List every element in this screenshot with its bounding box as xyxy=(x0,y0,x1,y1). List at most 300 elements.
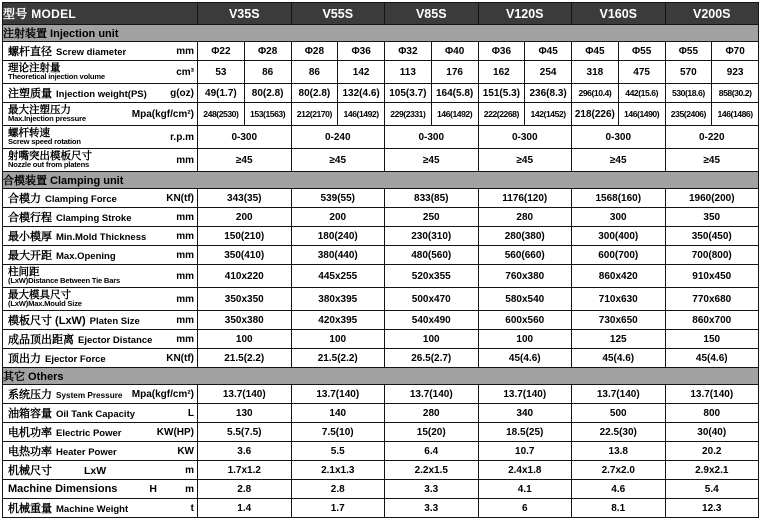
spec-label-cell xyxy=(3,404,198,423)
spec-value: ≥45 xyxy=(291,149,385,172)
spec-label-cell xyxy=(3,385,198,404)
spec-label-cn: 系统压力 xyxy=(8,389,52,401)
spec-value: 150(210) xyxy=(198,227,292,246)
section-row xyxy=(3,172,759,189)
spec-value: ≥45 xyxy=(572,149,666,172)
spec-label-cell xyxy=(3,126,198,149)
spec-value: 100 xyxy=(385,330,479,349)
spec-value: 8.1 xyxy=(572,499,666,518)
model-header-v120s: V120S xyxy=(478,3,572,25)
spec-value: 1.7 xyxy=(291,499,385,518)
spec-value: 380x395 xyxy=(291,288,385,311)
spec-label-en: Oil Tank Capacity xyxy=(56,409,136,420)
model-column-label: 型号 MODEL xyxy=(3,3,198,25)
spec-value: 7.5(10) xyxy=(291,423,385,442)
spec-value: Φ45 xyxy=(525,42,572,61)
spec-label xyxy=(3,151,197,169)
spec-label xyxy=(3,500,197,516)
spec-value: 860x700 xyxy=(665,311,759,330)
spec-row xyxy=(3,288,759,311)
spec-value: 212(2170) xyxy=(291,103,338,126)
spec-label-en: Max.Injection pressure xyxy=(8,114,86,123)
spec-value: 350(410) xyxy=(198,246,292,265)
spec-row xyxy=(3,385,759,404)
spec-label-en: Platen Size xyxy=(89,316,140,327)
spec-label-text xyxy=(8,405,135,421)
spec-unit: mm xyxy=(176,45,194,57)
spec-value: Φ70 xyxy=(712,42,759,61)
spec-value: 760x380 xyxy=(478,265,572,288)
spec-value: 1.4 xyxy=(198,499,292,518)
spec-label xyxy=(3,386,197,402)
spec-value: ≥45 xyxy=(478,149,572,172)
spec-value: 2.8 xyxy=(198,480,292,499)
spec-value: 6.4 xyxy=(385,442,479,461)
spec-unit: mm xyxy=(176,314,194,326)
spec-value: 86 xyxy=(291,61,338,84)
spec-label-en: LxW xyxy=(84,465,107,477)
spec-label xyxy=(3,190,197,206)
spec-value: 475 xyxy=(618,61,665,84)
spec-value: 21.5(2.2) xyxy=(198,349,292,368)
spec-label-cell xyxy=(3,149,198,172)
spec-value: 800 xyxy=(665,404,759,423)
spec-value: Φ28 xyxy=(291,42,338,61)
model-header-v35s: V35S xyxy=(198,3,292,25)
spec-value: 2.8 xyxy=(291,480,385,499)
spec-label-text xyxy=(8,290,82,308)
spec-value: 420x395 xyxy=(291,311,385,330)
spec-label-en: (LxW)Distance Between Tie Bars xyxy=(8,276,121,285)
spec-value: 4.6 xyxy=(572,480,666,499)
spec-value: 2.2x1.5 xyxy=(385,461,479,480)
spec-label-cn: 最大模具尺寸 xyxy=(8,289,71,301)
spec-value: Φ55 xyxy=(618,42,665,61)
spec-value: 318 xyxy=(572,61,619,84)
spec-value: 53 xyxy=(198,61,245,84)
spec-value: 200 xyxy=(198,208,292,227)
model-header-v160s: V160S xyxy=(572,3,666,25)
spec-value: 570 xyxy=(665,61,712,84)
spec-label-text xyxy=(8,483,157,495)
spec-label-text xyxy=(8,128,81,146)
spec-unit: r.p.m xyxy=(170,131,194,143)
spec-label-cn: 合模力 xyxy=(8,193,41,205)
spec-value: 5.5(7.5) xyxy=(198,423,292,442)
spec-value: 1568(160) xyxy=(572,189,666,208)
spec-label-cn: 螺杆直径 xyxy=(8,46,52,58)
spec-value: 113 xyxy=(385,61,432,84)
spec-value: 164(5.8) xyxy=(431,84,478,103)
spec-value: 858(30.2) xyxy=(712,84,759,103)
spec-label xyxy=(3,105,197,123)
spec-value: 2.7x2.0 xyxy=(572,461,666,480)
spec-value: 500x470 xyxy=(385,288,479,311)
spec-label xyxy=(3,43,197,59)
spec-label-text xyxy=(8,443,117,459)
section-row xyxy=(3,25,759,42)
spec-value: 150 xyxy=(665,330,759,349)
spec-label-cn: 电机功率 xyxy=(8,427,52,439)
spec-row xyxy=(3,42,759,61)
spec-label-en: Max.Opening xyxy=(56,251,116,262)
spec-unit: mm xyxy=(176,211,194,223)
spec-value: 222(2268) xyxy=(478,103,525,126)
spec-label-cn: 柱间距 xyxy=(8,266,40,278)
spec-row xyxy=(3,423,759,442)
spec-value: 80(2.8) xyxy=(244,84,291,103)
spec-unit: m xyxy=(185,464,194,476)
spec-value: 254 xyxy=(525,61,572,84)
spec-value: 560(660) xyxy=(478,246,572,265)
spec-row xyxy=(3,404,759,423)
spec-unit: mm xyxy=(176,293,194,305)
spec-label-cn: Machine Dimensions xyxy=(8,483,118,495)
model-header-row xyxy=(3,3,759,25)
spec-label-text xyxy=(8,312,140,328)
spec-value: 22.5(30) xyxy=(572,423,666,442)
spec-value: Φ28 xyxy=(244,42,291,61)
spec-label-cn: 成品顶出距离 xyxy=(8,334,74,346)
spec-value: Φ45 xyxy=(572,42,619,61)
spec-row xyxy=(3,330,759,349)
spec-row xyxy=(3,442,759,461)
spec-label xyxy=(3,247,197,263)
spec-value: 80(2.8) xyxy=(291,84,338,103)
section-title: 合模装置 Clamping unit xyxy=(3,172,759,189)
spec-label xyxy=(3,312,197,328)
spec-value: 280 xyxy=(478,208,572,227)
spec-label-cn: 注塑质量 xyxy=(8,88,52,100)
spec-row xyxy=(3,311,759,330)
spec-label-cn: 最大注塑压力 xyxy=(8,104,71,116)
spec-value: 146(1492) xyxy=(338,103,385,126)
spec-label-en: Screw speed rotation xyxy=(8,137,81,146)
spec-value: 105(3.7) xyxy=(385,84,432,103)
spec-unit: mm xyxy=(176,333,194,345)
spec-value: 132(4.6) xyxy=(338,84,385,103)
spec-label-text xyxy=(8,331,152,347)
spec-value: 530(18.6) xyxy=(665,84,712,103)
spec-label xyxy=(3,228,197,244)
spec-value: 86 xyxy=(244,61,291,84)
spec-label-cn: 机械重量 xyxy=(8,503,52,515)
spec-row xyxy=(3,499,759,518)
spec-value: 248(2530) xyxy=(198,103,245,126)
spec-value: 151(5.3) xyxy=(478,84,525,103)
spec-value: 520x355 xyxy=(385,265,479,288)
spec-label-en: Theoretical injection volume xyxy=(8,72,105,81)
spec-label-cell xyxy=(3,84,198,103)
spec-value: Φ36 xyxy=(338,42,385,61)
spec-label xyxy=(3,424,197,440)
spec-value: 0-300 xyxy=(385,126,479,149)
model-header-v85s: V85S xyxy=(385,3,479,25)
spec-row xyxy=(3,84,759,103)
spec-value: 13.7(140) xyxy=(665,385,759,404)
spec-value: 1960(200) xyxy=(665,189,759,208)
spec-label-cn: 电热功率 xyxy=(8,446,52,458)
spec-label-cell xyxy=(3,42,198,61)
spec-label xyxy=(3,331,197,347)
spec-unit: L xyxy=(187,407,194,419)
spec-value: 1176(120) xyxy=(478,189,572,208)
spec-value: 236(8.3) xyxy=(525,84,572,103)
spec-value: 6 xyxy=(478,499,572,518)
spec-unit: KN(tf) xyxy=(166,192,194,204)
spec-value: 30(40) xyxy=(665,423,759,442)
spec-value: 923 xyxy=(712,61,759,84)
spec-value: 280(380) xyxy=(478,227,572,246)
spec-value: 0-300 xyxy=(198,126,292,149)
spec-label-cell xyxy=(3,442,198,461)
spec-label xyxy=(3,443,197,459)
spec-label-cell xyxy=(3,499,198,518)
spec-label-en: (LxW)Max.Mould Size xyxy=(8,299,82,308)
spec-label-en: Clamping Stroke xyxy=(56,213,132,224)
spec-value: 230(310) xyxy=(385,227,479,246)
spec-value: 142 xyxy=(338,61,385,84)
spec-unit: t xyxy=(190,502,194,514)
spec-value: Φ22 xyxy=(198,42,245,61)
spec-unit: KW xyxy=(177,445,194,457)
spec-value: 0-300 xyxy=(478,126,572,149)
spec-value: Φ55 xyxy=(665,42,712,61)
spec-label xyxy=(3,350,197,366)
spec-label-cell xyxy=(3,349,198,368)
spec-label-cell xyxy=(3,103,198,126)
spec-label-cell xyxy=(3,189,198,208)
spec-value: 860x420 xyxy=(572,265,666,288)
spec-unit: Mpa(kgf/cm²) xyxy=(131,108,194,120)
spec-value: 100 xyxy=(478,330,572,349)
spec-value: 21.5(2.2) xyxy=(291,349,385,368)
spec-label-en: Machine Weight xyxy=(56,504,129,515)
spec-label-cell xyxy=(3,330,198,349)
spec-label-text xyxy=(8,350,106,366)
spec-unit: g(oz) xyxy=(170,87,194,99)
spec-label-en: Min.Mold Thickness xyxy=(56,232,147,243)
spec-label-text xyxy=(8,85,147,101)
spec-label-text xyxy=(8,190,117,206)
spec-value: 0-240 xyxy=(291,126,385,149)
spec-value: 146(1490) xyxy=(618,103,665,126)
spec-value: 300 xyxy=(572,208,666,227)
spec-row xyxy=(3,461,759,480)
spec-label-cell xyxy=(3,61,198,84)
spec-label-cell xyxy=(3,423,198,442)
spec-value: 250 xyxy=(385,208,479,227)
spec-label-cn: 顶出力 xyxy=(8,353,41,365)
spec-label xyxy=(3,128,197,146)
spec-value: 700(800) xyxy=(665,246,759,265)
spec-value: 162 xyxy=(478,61,525,84)
spec-value: 3.6 xyxy=(198,442,292,461)
spec-value: 130 xyxy=(198,404,292,423)
spec-value: 200 xyxy=(291,208,385,227)
spec-label-cell xyxy=(3,311,198,330)
spec-value: 13.7(140) xyxy=(478,385,572,404)
spec-value: 10.7 xyxy=(478,442,572,461)
spec-unit: mm xyxy=(176,249,194,261)
spec-value: 180(240) xyxy=(291,227,385,246)
spec-value: 480(560) xyxy=(385,246,479,265)
spec-value: 229(2331) xyxy=(385,103,432,126)
spec-value: 833(85) xyxy=(385,189,479,208)
spec-label-en: H xyxy=(149,483,158,495)
spec-value: 910x450 xyxy=(665,265,759,288)
spec-label xyxy=(3,462,197,478)
spec-label xyxy=(3,290,197,308)
model-header-v55s: V55S xyxy=(291,3,385,25)
spec-value: 146(1492) xyxy=(431,103,478,126)
spec-value: 280 xyxy=(385,404,479,423)
spec-row xyxy=(3,61,759,84)
spec-value: 350 xyxy=(665,208,759,227)
spec-label-en: Clamping Force xyxy=(45,194,117,205)
spec-label xyxy=(3,63,197,81)
spec-label-en: System Pressure xyxy=(56,391,123,400)
spec-value: 4.1 xyxy=(478,480,572,499)
spec-label-en: Heater Power xyxy=(56,447,117,458)
spec-value: 539(55) xyxy=(291,189,385,208)
spec-value: 3.3 xyxy=(385,499,479,518)
spec-unit: KN(tf) xyxy=(166,352,194,364)
spec-row xyxy=(3,149,759,172)
spec-label-text xyxy=(8,151,92,169)
spec-value: 45(4.6) xyxy=(572,349,666,368)
spec-value: 45(4.6) xyxy=(478,349,572,368)
spec-value: 0-220 xyxy=(665,126,759,149)
spec-unit: Mpa(kgf/cm²) xyxy=(131,388,194,400)
spec-row xyxy=(3,189,759,208)
spec-value: 350(450) xyxy=(665,227,759,246)
spec-value: 20.2 xyxy=(665,442,759,461)
spec-row xyxy=(3,227,759,246)
spec-value: 5.5 xyxy=(291,442,385,461)
spec-label-cell xyxy=(3,461,198,480)
spec-value: 296(10.4) xyxy=(572,84,619,103)
section-title: 其它 Others xyxy=(3,368,759,385)
spec-value: ≥45 xyxy=(665,149,759,172)
spec-label-cn: 油箱容量 xyxy=(8,408,52,420)
spec-value: 300(400) xyxy=(572,227,666,246)
spec-unit: mm xyxy=(176,154,194,166)
spec-label-cell xyxy=(3,246,198,265)
spec-label-text xyxy=(8,267,120,285)
spec-label-text xyxy=(8,43,126,59)
spec-label-text xyxy=(8,228,146,244)
spec-label xyxy=(3,405,197,421)
spec-value: 410x220 xyxy=(198,265,292,288)
spec-unit: m xyxy=(185,483,194,495)
spec-value: 153(1563) xyxy=(244,103,291,126)
spec-label xyxy=(3,483,197,495)
spec-value: 218(226) xyxy=(572,103,619,126)
spec-value: 500 xyxy=(572,404,666,423)
spec-value: 770x680 xyxy=(665,288,759,311)
spec-label xyxy=(3,209,197,225)
spec-value: 0-300 xyxy=(572,126,666,149)
spec-value: 730x650 xyxy=(572,311,666,330)
spec-label-cell xyxy=(3,227,198,246)
spec-row xyxy=(3,126,759,149)
spec-unit: KW(HP) xyxy=(156,426,194,438)
spec-row xyxy=(3,265,759,288)
spec-value: 350x380 xyxy=(198,311,292,330)
spec-value: 710x630 xyxy=(572,288,666,311)
spec-value: Φ36 xyxy=(478,42,525,61)
spec-label xyxy=(3,267,197,285)
spec-label xyxy=(3,85,197,101)
spec-value: 1.7x1.2 xyxy=(198,461,292,480)
section-row xyxy=(3,368,759,385)
spec-value: 2.9x2.1 xyxy=(665,461,759,480)
spec-value: 45(4.6) xyxy=(665,349,759,368)
spec-label-cell xyxy=(3,208,198,227)
spec-value: 146(1486) xyxy=(712,103,759,126)
model-header-v200s: V200S xyxy=(665,3,759,25)
spec-value: 600(700) xyxy=(572,246,666,265)
spec-value: Φ40 xyxy=(431,42,478,61)
spec-label-cn: 模板尺寸 (LxW) xyxy=(8,315,86,327)
spec-value: 140 xyxy=(291,404,385,423)
spec-row xyxy=(3,349,759,368)
spec-label-text xyxy=(8,209,132,225)
spec-value: 600x560 xyxy=(478,311,572,330)
spec-value: 580x540 xyxy=(478,288,572,311)
spec-row xyxy=(3,480,759,499)
spec-unit: cm³ xyxy=(176,66,194,78)
spec-unit: mm xyxy=(176,230,194,242)
spec-value: 235(2406) xyxy=(665,103,712,126)
spec-value: 340 xyxy=(478,404,572,423)
spec-value: 13.7(140) xyxy=(385,385,479,404)
spec-value: 100 xyxy=(198,330,292,349)
spec-value: 176 xyxy=(431,61,478,84)
spec-label-text xyxy=(8,105,86,123)
spec-label-cn: 机械尺寸 xyxy=(8,465,52,477)
spec-value: 540x490 xyxy=(385,311,479,330)
spec-value: 2.1x1.3 xyxy=(291,461,385,480)
spec-value: 142(1452) xyxy=(525,103,572,126)
spec-label-en: Ejector Force xyxy=(45,354,106,365)
spec-label-text xyxy=(8,63,105,81)
spec-value: 442(15.6) xyxy=(618,84,665,103)
spec-label-cell xyxy=(3,265,198,288)
spec-label-cell xyxy=(3,288,198,311)
spec-value: 26.5(2.7) xyxy=(385,349,479,368)
spec-value: ≥45 xyxy=(385,149,479,172)
spec-label-cn: 最小模厚 xyxy=(8,231,52,243)
spec-value: 5.4 xyxy=(665,480,759,499)
spec-label-cn: 螺杆转速 xyxy=(8,127,50,139)
spec-value: 2.4x1.8 xyxy=(478,461,572,480)
spec-value: 343(35) xyxy=(198,189,292,208)
spec-value: 380(440) xyxy=(291,246,385,265)
spec-label-text xyxy=(8,500,128,516)
spec-value: 350x350 xyxy=(198,288,292,311)
spec-label-text xyxy=(8,424,121,440)
spec-value: 125 xyxy=(572,330,666,349)
section-title: 注射装置 Injection unit xyxy=(3,25,759,42)
spec-label-cn: 最大开距 xyxy=(8,250,52,262)
spec-label-en: Injection weight(PS) xyxy=(56,89,147,100)
spec-label-cn: 合模行程 xyxy=(8,212,52,224)
spec-row xyxy=(3,246,759,265)
spec-label-en: Ejector Distance xyxy=(78,335,153,346)
spec-value: 12.3 xyxy=(665,499,759,518)
